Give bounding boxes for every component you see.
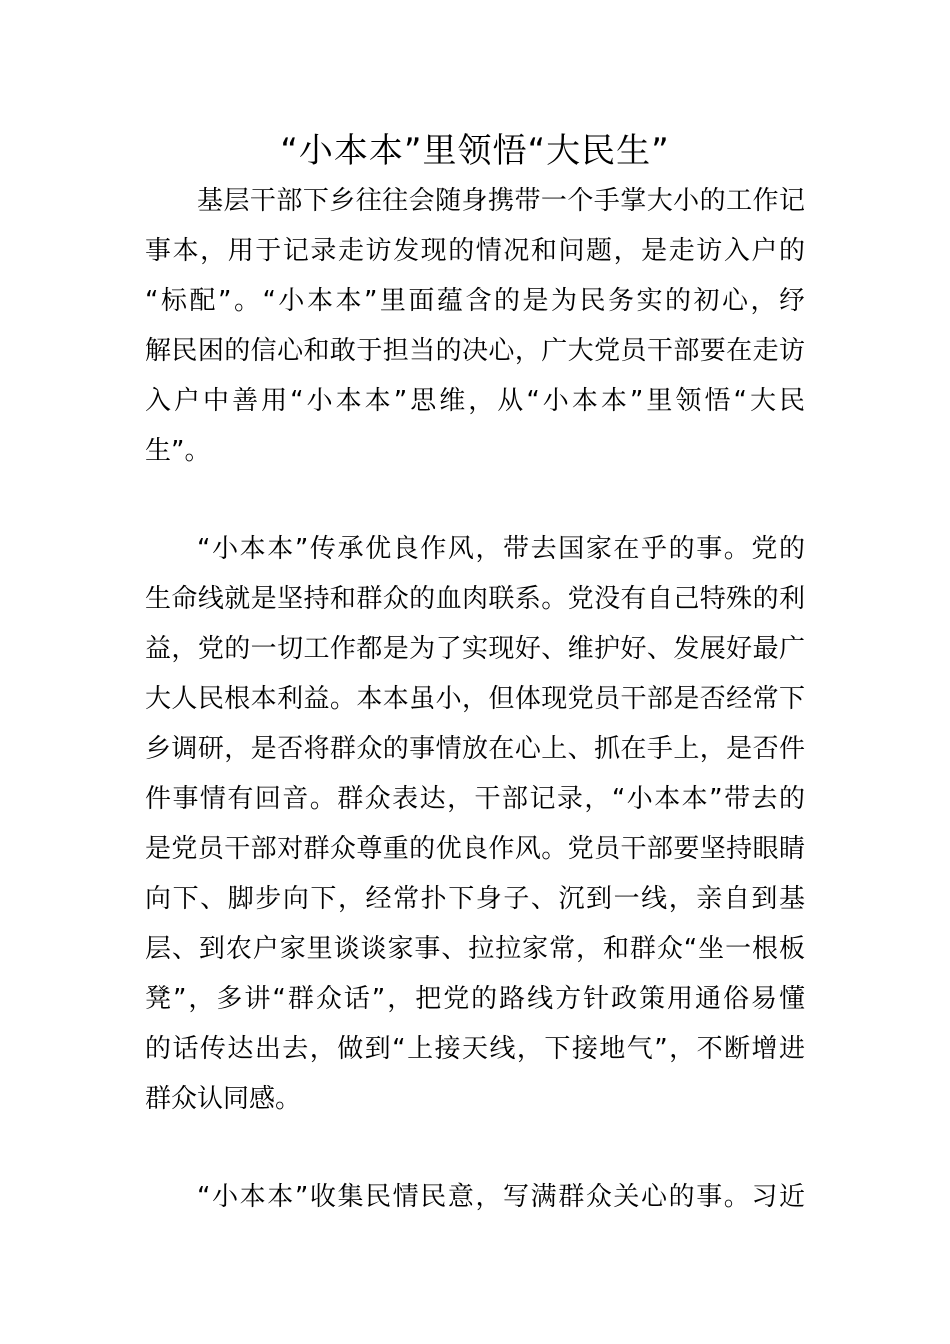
text-line: 向下、脚步向下，经常扑下身子、沉到一线，亲自到基 [145, 884, 805, 914]
text-line: 件事情有回音。群众表达，干部记录，“小本本”带去的 [145, 784, 805, 814]
text-line: 大人民根本利益。本本虽小，但体现党员干部是否经常下 [145, 684, 805, 714]
paragraph-2 [145, 524, 805, 1124]
text-line: 的话传达出去，做到“上接天线，下接地气”，不断增进 [145, 1034, 805, 1064]
text-line: 基层干部下乡往往会随身携带一个手掌大小的工作记 [197, 186, 805, 216]
text-line: “小本本”收集民情民意，写满群众关心的事。习近 [197, 1182, 805, 1212]
text-line: 是党员干部对群众尊重的优良作风。党员干部要坚持眼睛 [145, 834, 805, 864]
text-line: 事本，用于记录走访发现的情况和问题，是走访入户的 [145, 236, 805, 266]
text-line: 乡调研，是否将群众的事情放在心上、抓在手上，是否件 [145, 734, 805, 764]
text-line: 入户中善用“小本本”思维，从“小本本”里领悟“大民 [145, 386, 805, 416]
text-line: 层、到农户家里谈谈家事、拉拉家常，和群众“坐一根板 [145, 934, 805, 964]
text-line: 凳”，多讲“群众话”，把党的路线方针政策用通俗易懂 [145, 984, 805, 1014]
text-line: 生”。 [145, 436, 211, 466]
text-line: 生命线就是坚持和群众的血肉联系。党没有自己特殊的利 [145, 584, 805, 614]
text-line: 益，党的一切工作都是为了实现好、维护好、发展好最广 [145, 634, 805, 664]
paragraph-1 [145, 176, 805, 476]
document-title: “小本本”里领悟“大民生” [280, 131, 670, 171]
text-line: 群众认同感。 [145, 1084, 302, 1114]
text-line: 解民困的信心和敢于担当的决心，广大党员干部要在走访 [145, 336, 805, 366]
text-line: “标配”。“小本本”里面蕴含的是为民务实的初心，纾 [145, 286, 805, 316]
paragraph-3 [145, 1172, 805, 1222]
text-line: “小本本”传承优良作风，带去国家在乎的事。党的 [197, 534, 805, 564]
